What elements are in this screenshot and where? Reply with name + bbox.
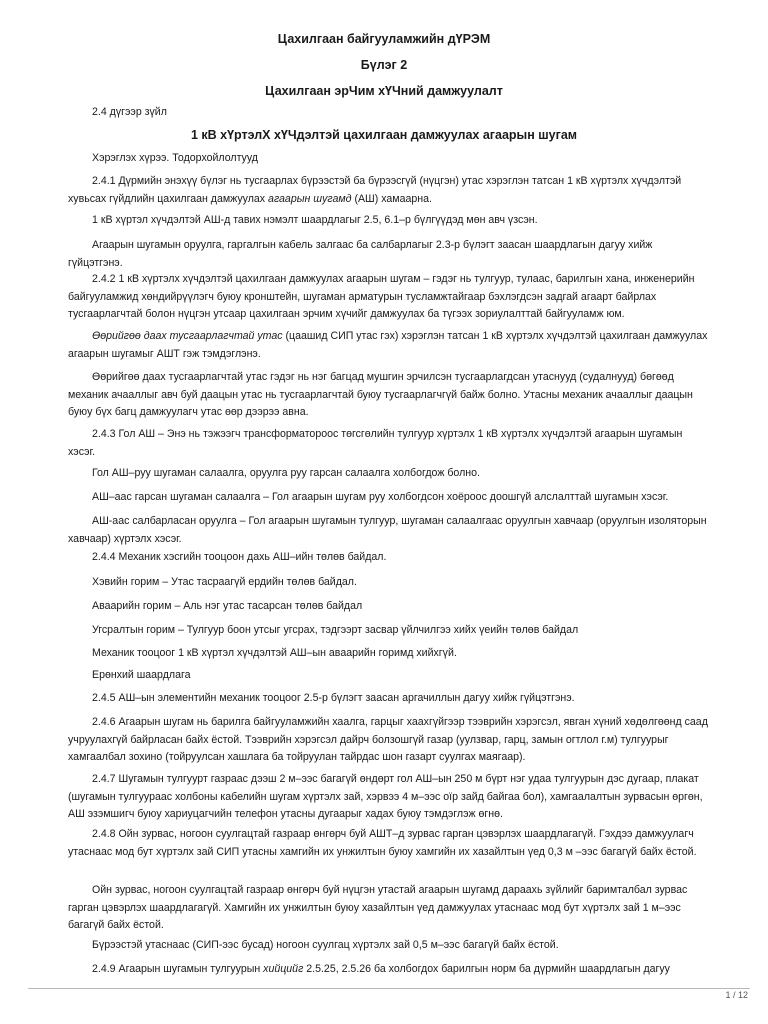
section-number: 2.4 дүгээр зүйл xyxy=(92,106,167,118)
paragraph: Механик тооцоог 1 кВ хүртэл хүчдэлтэй АШ–ын аваарийн горимд хийхгүй. xyxy=(92,647,457,659)
paragraph: Угсралтын горим – Тулгуур боон утсыг угсрах, тэдгээрт засвар үйлчилгээ хийх үеийн төлөв байдал xyxy=(92,624,579,636)
paragraph: АШ-аас салбарласан оруулга – Гол агаарын шугамын тулгуур, шугаман салаалгаас оруулгын хавчаар (оруулгын изоляторын хавчаар) хүртэлх хэсэг. xyxy=(68,515,707,545)
paragraph: АШ–аас гарсан шугаман салаалга – Гол агаарын шугам руу холбогдсон хоёроос доошгүй алслалттай шугамын хэсэг. xyxy=(92,491,669,503)
paragraph: 2.4.8 Ойн зурвас, ногоон суулгацтай газраар өнгөрч буй АШТ–д зурвас гарган цэвэрлэх шаардлагагүй. Гэхдээ дамжуулагч утаснаас мод бут хүртэлх зай СИП утасны хамгийн их унжилтын буюу хамгийн их хазайлтын үед 0,3 м –ээс багагүй байх ёстой. xyxy=(68,828,697,858)
paragraph: 1 кВ хүртэл хүчдэлтэй АШ-д тавих нэмэлт шаардлагыг 2.5, 6.1–р бүлгүүдэд мөн авч үзсэн. xyxy=(92,214,538,226)
paragraph: 2.4.5 АШ–ын элементийн механик тооцоог 2.5-р бүлэгт заасан аргачиллын дагуу хийж гүйцэтгэнэ. xyxy=(92,692,575,704)
emphasis: агаарын шугамд xyxy=(268,192,352,205)
document-title: Цахилгаан байгууламжийн дҮРЭМ xyxy=(277,32,491,46)
paragraph: Өөрийгөө даах тусгаарлагчтай утас гэдэг нь нэг багцад мушгин эрчилсэн тусгаарлагдсан утаснууд (судалнууд) бөгөөд механик ачааллыг авч буй даацын утас нь тусгаарлагчтай буюу тусгаарлагчгүй байж болно. Утасны механик ачааллыг даацын буюу бүх багц дамжуулагч утас өөр дээрээ авна. xyxy=(68,371,693,418)
paragraph: 2.4.9 Агаарын шугамын тулгуурын хийцийг 2.5.25, 2.5.26 ба холбогдох барилгын норм ба дүрмийн шаардлагын дагуу xyxy=(92,963,670,975)
emphasis: Өөрийгөө даах тусгаарлагчтай утас xyxy=(92,330,283,342)
chapter-label: Бүлэг 2 xyxy=(360,58,408,72)
paragraph: Ойн зурвас, ногоон суулгацтай газраар өнгөрч буй нүцгэн утастай агаарын шугамд дараахь зүйлийг баримталбал зурвас гарган цэвэрлэх шаардлагагүй. Хамгийн их унжилтын буюу хазайлтын үед дамжуулах утаснаас мод бут хүртэлх зай 1 м–ээс багагүй байх ёстой. xyxy=(68,884,688,931)
paragraph: Агаарын шугамын оруулга, гаргалгын кабель залгаас ба салбарлагыг 2.3-р бүлэгт заасан шаардлагын дагуу хийж гүйцэтгэнэ. xyxy=(68,239,653,269)
page-number: 1 / 12 xyxy=(725,990,748,1000)
paragraph: Гол АШ–руу шугаман салаалга, оруулга руу гарсан салаалга холбогдож болно. xyxy=(92,467,480,479)
paragraph: 2.4.6 Агаарын шугам нь барилга байгууламжийн хаалга, гарцыг хаахгүйгээр тээврийн хэрэгсэл, явган хүний хөдөлгөөнд саад учруулахгүй байрласан байх ёстой. Тээврийн хэрэгсэл дайрч болзошгүй газар (уулзвар, гарц, замын огтлол г.м) тулгуурыг хамгаалбал зохино (тойруулсан хашлага ба тойруулан тайрдас шон газарт суулгах маягаар). xyxy=(68,716,708,763)
paragraph: 2.4.2 1 кВ хүртэлх хүчдэлтэй цахилгаан дамжуулах агаарын шугам – гэдэг нь тулгуур, тулаас, барилгын хана, инженерийн байгууламжид хөндийрүүлэгч буюу кронштейн, шугаман арматурын тусламжтайгаар бэхлэгдсэн задгай агаарт байрлах тусгаарлагчтай болон нүцгэн утсаар цахилгаан эрчим хүчийг дамжуулах ба түгээх зориулалттай байгууламж юм. xyxy=(68,273,695,320)
emphasis: хийцийг xyxy=(263,963,304,975)
footer-divider xyxy=(28,988,750,989)
paragraph: Ерөнхий шаардлага xyxy=(92,669,191,681)
paragraph: Бүрээстэй утаснаас (СИП-ээс бусад) ногоон суулгац хүртэлх зай 0,5 м–ээс багагүй байх ёстой. xyxy=(92,939,559,951)
paragraph: 2.4.3 Гол АШ – Энэ нь тэжээгч трансформатороос төгсгөлийн тулгуур хүртэлх 1 кВ хүртэлх хүчдэлтэй агаарын шугамын хэсэг. xyxy=(68,428,683,458)
paragraph: Өөрийгөө даах тусгаарлагчтай утас (цаашид СИП утас гэх) хэрэглэн татсан 1 кВ хүртэлх хүчдэлтэй цахилгаан дамжуулах агаарын шугамыг АШТ гэж тэмдэглэнэ. xyxy=(68,330,708,360)
section-title: 1 кВ хҮртэлХ хҮЧдэлтэй цахилгаан дамжуулах агаарын шугам xyxy=(190,128,578,142)
paragraph: 2.4.4 Механик хэсгийн тооцоон дахь АШ–ийн төлөв байдал. xyxy=(92,551,387,563)
paragraph: 2.4.7 Шугамын тулгуурт газраас дээш 2 м–ээс багагүй өндөрт гол АШ–ын 250 м бүрт нэг удаа тулгуурын дэс дугаар, плакат (шугамын тулгуураас холбоны кабелийн шугам хүртэлх зай, хэрвээ 4 м–ээс оїр зайд байгаа бол), хамгаалалтын зурвасын өргөн, АШ эзэмшигч буюу хариуцагчийн телефон утасны дугаарыг хадах буюу тэмдэглэж өгнө. xyxy=(68,773,703,820)
chapter-title: Цахилгаан эрЧим хҮЧний дамжуулалт xyxy=(265,84,503,98)
paragraph: 2.4.1 Дүрмийн энэхүү бүлэг нь тусгаарлах бүрээстэй ба бүрээсгүй (нүцгэн) утас хэрэглэн татсан 1 кВ хүртэлх хүчдэлтэй хувьсах гүйдлийн цахилгаан дамжуулах агаарын шугамд (АШ) хамаарна. xyxy=(68,175,682,205)
paragraph: Хэвийн горим – Утас тасраагүй ердийн төлөв байдал. xyxy=(92,576,357,588)
paragraph: Аваарийн горим – Аль нэг утас тасарсан төлөв байдал xyxy=(92,600,363,612)
paragraph: Хэрэглэх хүрээ. Тодорхойлолтууд xyxy=(92,152,258,164)
